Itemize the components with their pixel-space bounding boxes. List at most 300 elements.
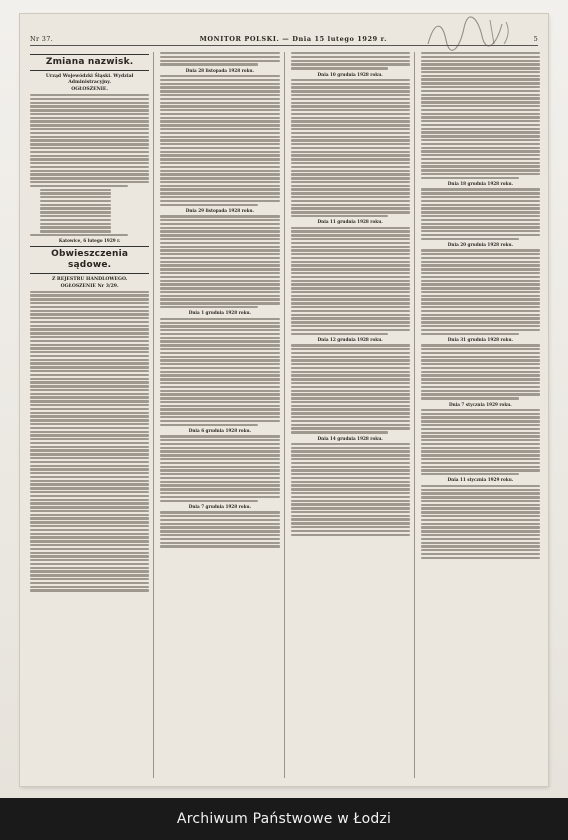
text-line (291, 390, 410, 392)
text-line (160, 154, 279, 156)
text-line (160, 450, 279, 452)
text-line (30, 517, 149, 519)
text-line (160, 166, 279, 168)
text-line (160, 408, 279, 410)
text-line (421, 211, 540, 213)
text-line (291, 500, 410, 502)
text-line (291, 367, 410, 369)
text-line (291, 511, 410, 513)
text-line (160, 52, 279, 54)
text-line (30, 132, 149, 134)
text-line (40, 223, 112, 225)
text-line (160, 348, 279, 350)
text-line (30, 578, 149, 580)
text-line (30, 98, 149, 100)
text-line (30, 325, 149, 327)
text-line (30, 400, 149, 402)
text-line (291, 196, 410, 198)
text-line (40, 219, 112, 221)
text-line (30, 563, 149, 565)
text-line (291, 443, 410, 445)
text-columns (30, 52, 540, 778)
text-line (160, 538, 279, 540)
text-line (421, 200, 540, 202)
text-line (291, 276, 410, 278)
text-line (291, 466, 410, 468)
text-block (421, 249, 540, 335)
text-line (421, 169, 540, 171)
text-line (291, 136, 410, 138)
text-line (30, 457, 149, 459)
text-line (30, 570, 149, 572)
text-line (421, 280, 540, 282)
text-line (30, 177, 149, 179)
text-line (291, 295, 410, 297)
text-line (421, 257, 540, 259)
text-line (421, 78, 540, 80)
text-line (291, 329, 410, 331)
text-line (30, 113, 149, 115)
text-line (421, 188, 540, 190)
text-line (160, 79, 279, 81)
text-line (30, 370, 149, 372)
text-line (291, 507, 410, 509)
text-line (30, 355, 149, 357)
text-line (421, 238, 519, 240)
text-line (160, 530, 279, 532)
text-block (421, 409, 540, 476)
text-line (160, 322, 279, 324)
text-line (40, 189, 112, 191)
text-line (40, 200, 112, 202)
text-line (421, 234, 540, 236)
text-line (421, 165, 540, 167)
text-line (160, 481, 279, 483)
text-line (291, 63, 410, 65)
text-line (160, 238, 279, 240)
date-heading: Dnia 7 stycznia 1929 roku. (448, 401, 512, 407)
text-line (30, 351, 149, 353)
text-line (160, 325, 279, 327)
text-line (160, 83, 279, 85)
issue-number: Nr 37. (30, 34, 53, 43)
text-line (30, 548, 149, 550)
text-line (421, 511, 540, 513)
text-line (291, 79, 410, 81)
text-line (160, 329, 279, 331)
text-line (291, 344, 410, 346)
text-line (160, 283, 279, 285)
text-line (421, 204, 540, 206)
text-line (421, 359, 540, 361)
text-line (30, 506, 149, 508)
text-line (160, 515, 279, 517)
text-line (30, 109, 149, 111)
text-line (160, 63, 258, 65)
text-line (291, 170, 410, 172)
text-line (421, 492, 540, 494)
text-line (291, 192, 410, 194)
text-line (30, 336, 149, 338)
text-line (421, 173, 540, 175)
text-line (160, 466, 279, 468)
column-2 (160, 52, 284, 778)
text-line (160, 249, 279, 251)
text-line (291, 378, 410, 380)
text-line (40, 215, 112, 217)
text-line (160, 173, 279, 175)
date-heading: Dnia 20 grudnia 1928 roku. (447, 242, 513, 248)
text-line (30, 378, 149, 380)
text-line (291, 132, 410, 134)
text-line (421, 352, 540, 354)
text-line (160, 390, 279, 392)
text-line (421, 60, 540, 62)
text-line (291, 496, 410, 498)
text-line (160, 230, 279, 232)
text-line (291, 215, 389, 217)
text-line (421, 52, 540, 54)
text-line (30, 317, 149, 319)
text-line (421, 432, 540, 434)
text-line (421, 147, 540, 149)
text-line (160, 102, 279, 104)
text-line (160, 185, 279, 187)
text-line (160, 374, 279, 376)
text-line (291, 56, 410, 58)
text-line (160, 124, 279, 126)
text-line (30, 166, 149, 168)
date-heading: Dnia 6 grudnia 1928 roku. (188, 427, 251, 433)
text-line (421, 192, 540, 194)
text-line (421, 283, 540, 285)
text-line (160, 386, 279, 388)
text-block (160, 511, 279, 547)
text-line (421, 223, 540, 225)
text-line (160, 371, 279, 373)
office-heading: Urząd Wojewódzki Śląski. Wydział Administracyjny. (45, 74, 134, 85)
text-line (291, 306, 410, 308)
text-line (160, 272, 279, 274)
text-line (421, 264, 540, 266)
text-line (291, 264, 410, 266)
text-line (421, 549, 540, 551)
text-line (291, 230, 410, 232)
text-line (421, 473, 519, 475)
text-line (291, 102, 410, 104)
text-line (421, 124, 540, 126)
text-line (291, 310, 410, 312)
text-line (421, 56, 540, 58)
text-line (421, 226, 540, 228)
text-line (30, 449, 149, 451)
text-line (30, 487, 149, 489)
text-line (291, 321, 410, 323)
text-line (291, 382, 410, 384)
text-line (160, 86, 279, 88)
text-line (291, 317, 410, 319)
text-block (421, 188, 540, 240)
text-line (30, 567, 149, 569)
text-line (421, 261, 540, 263)
text-line (160, 393, 279, 395)
text-line (291, 408, 410, 410)
text-line (160, 298, 279, 300)
text-line (421, 428, 540, 430)
text-line (291, 234, 410, 236)
text-line (291, 386, 410, 388)
text-line (160, 378, 279, 380)
text-line (30, 389, 149, 391)
text-line (291, 60, 410, 62)
text-line (160, 246, 279, 248)
text-line (30, 510, 149, 512)
text-line (421, 97, 540, 99)
text-line (160, 90, 279, 92)
text-line (291, 530, 410, 532)
text-line (291, 522, 410, 524)
text-line (30, 158, 149, 160)
text-line (291, 67, 389, 69)
text-line (30, 559, 149, 561)
text-line (40, 204, 112, 206)
text-line (421, 154, 540, 156)
text-line (291, 427, 410, 429)
text-line (160, 382, 279, 384)
text-line (291, 185, 410, 187)
text-line (291, 473, 410, 475)
text-line (291, 488, 410, 490)
date-heading: Dnia 11 grudnia 1928 roku. (317, 219, 383, 225)
text-block (160, 215, 279, 308)
text-line (160, 462, 279, 464)
text-line (421, 325, 540, 327)
text-line (291, 412, 410, 414)
text-line (30, 151, 149, 153)
text-block (291, 227, 410, 335)
text-line (291, 397, 410, 399)
text-line (30, 476, 149, 478)
text-line (30, 291, 149, 293)
text-line (291, 181, 410, 183)
text-line (160, 276, 279, 278)
text-line (421, 162, 540, 164)
text-line (421, 94, 540, 96)
text-line (30, 124, 149, 126)
text-line (30, 446, 149, 448)
text-line (421, 219, 540, 221)
text-line (160, 223, 279, 225)
text-line (160, 416, 279, 418)
text-line (30, 514, 149, 516)
text-line (30, 105, 149, 107)
text-line (421, 363, 540, 365)
text-line (291, 105, 410, 107)
text-line (160, 359, 279, 361)
text-line (30, 162, 149, 164)
text-line (421, 177, 519, 179)
text-line (421, 450, 540, 452)
text-line (160, 264, 279, 266)
text-line (160, 200, 279, 202)
text-line (291, 420, 410, 422)
text-line (421, 314, 540, 316)
text-line (30, 155, 149, 157)
text-line (30, 468, 149, 470)
text-line (291, 431, 389, 433)
text-line (291, 534, 410, 536)
date-heading: Dnia 29 listopada 1928 roku. (185, 207, 254, 213)
text-line (160, 439, 279, 441)
text-line (160, 454, 279, 456)
signature-date: Katowice, 6 lutego 1929 r. (58, 238, 121, 244)
text-line (291, 249, 410, 251)
announcement-heading: OGŁOSZENIE. (71, 87, 109, 92)
date-heading: Dnia 18 grudnia 1928 roku. (447, 181, 513, 187)
text-line (291, 98, 410, 100)
text-line (30, 173, 149, 175)
text-line (291, 173, 410, 175)
text-line (30, 170, 149, 172)
text-line (291, 515, 410, 517)
text-line (421, 158, 540, 160)
text-line (160, 511, 279, 513)
text-line (160, 117, 279, 119)
text-line (160, 143, 279, 145)
text-line (160, 500, 258, 502)
text-line (30, 461, 149, 463)
page-number: 5 (533, 34, 538, 43)
column-1 (30, 52, 154, 778)
text-line (291, 325, 410, 327)
text-line (421, 150, 540, 152)
text-line (291, 204, 410, 206)
text-line (160, 473, 279, 475)
text-line (160, 177, 279, 179)
text-line (291, 492, 410, 494)
text-line (160, 261, 279, 263)
text-line (291, 268, 410, 270)
text-block (291, 443, 410, 536)
text-line (160, 56, 279, 58)
text-line (421, 447, 540, 449)
date-heading: Dnia 12 grudnia 1928 roku. (317, 336, 383, 342)
text-line (421, 310, 540, 312)
text-line (291, 83, 410, 85)
text-line (30, 495, 149, 497)
text-line (160, 204, 258, 206)
text-line (160, 295, 279, 297)
date-heading: Dnia 14 grudnia 1928 roku. (317, 435, 383, 441)
text-line (160, 242, 279, 244)
text-line (30, 393, 149, 395)
section-title-name-changes: Zmiana nazwisk. (30, 54, 149, 71)
text-line (421, 371, 540, 373)
text-line (291, 416, 410, 418)
text-line (421, 489, 540, 491)
text-line (421, 413, 540, 415)
text-line (421, 86, 540, 88)
text-line (291, 348, 410, 350)
text-line (30, 404, 149, 406)
text-line (291, 356, 410, 358)
text-line (291, 298, 410, 300)
text-line (30, 128, 149, 130)
text-line (160, 257, 279, 259)
text-line (291, 477, 410, 479)
text-line (291, 207, 410, 209)
text-line (421, 75, 540, 77)
text-line (421, 386, 540, 388)
text-line (160, 523, 279, 525)
text-line (421, 424, 540, 426)
text-line (291, 124, 410, 126)
text-line (421, 120, 540, 122)
text-line (291, 109, 410, 111)
text-line (291, 238, 410, 240)
text-line (30, 366, 149, 368)
text-line (291, 154, 410, 156)
text-line (421, 317, 540, 319)
text-line (291, 242, 410, 244)
text-block (421, 485, 540, 559)
text-line (421, 101, 540, 103)
text-line (30, 533, 149, 535)
text-line (291, 211, 410, 213)
text-line (421, 67, 540, 69)
text-line (160, 306, 258, 308)
text-line (30, 586, 149, 588)
text-line (30, 359, 149, 361)
text-line (291, 147, 410, 149)
text-line (291, 393, 410, 395)
text-line (30, 139, 149, 141)
text-line (291, 526, 410, 528)
text-line (30, 582, 149, 584)
text-line (160, 109, 279, 111)
text-line (421, 485, 540, 487)
text-line (421, 458, 540, 460)
text-line (421, 515, 540, 517)
text-line (30, 423, 149, 425)
text-line (30, 147, 149, 149)
text-block (291, 79, 410, 218)
text-line (30, 294, 149, 296)
text-line (291, 333, 389, 335)
text-line (421, 90, 540, 92)
text-line (160, 215, 279, 217)
text-line (421, 348, 540, 350)
newspaper-page (20, 14, 548, 786)
text-line (40, 226, 112, 228)
text-line (160, 170, 279, 172)
text-line (160, 352, 279, 354)
text-line (421, 295, 540, 297)
text-line (421, 116, 540, 118)
text-line (291, 280, 410, 282)
text-block (160, 435, 279, 502)
text-line (160, 337, 279, 339)
text-line (30, 347, 149, 349)
text-line (421, 253, 540, 255)
text-line (30, 419, 149, 421)
text-line (291, 283, 410, 285)
text-line (30, 574, 149, 576)
section-title-court-notices: Obwieszczenia sądowe. (30, 246, 149, 274)
text-line (160, 405, 279, 407)
text-line (421, 519, 540, 521)
text-line (30, 120, 149, 122)
